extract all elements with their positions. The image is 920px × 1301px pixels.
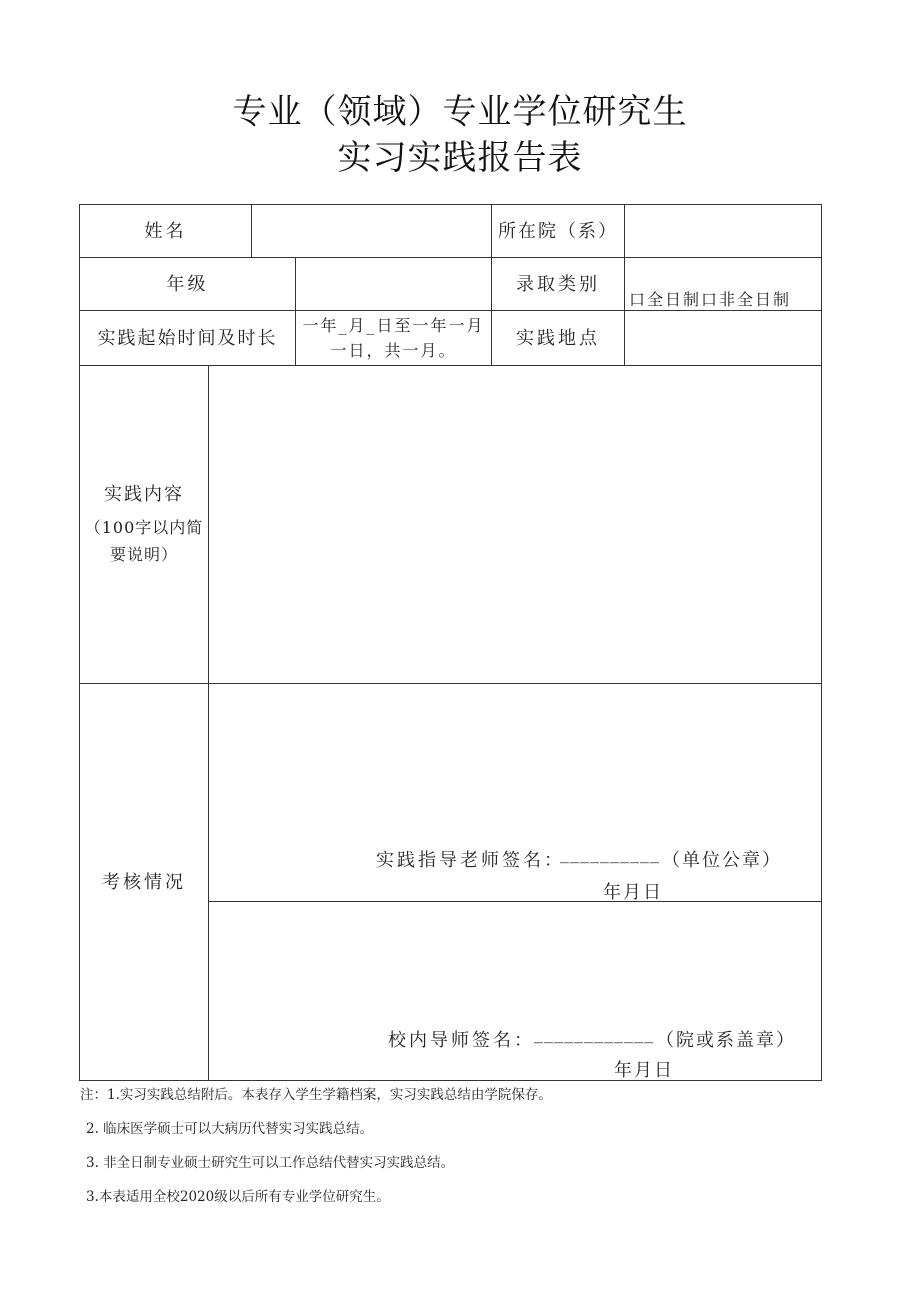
content-field[interactable]: [209, 366, 821, 683]
period-value-line1: 一年_月_日至一年一月: [302, 316, 485, 335]
table-border-bottom: [79, 1080, 822, 1081]
period-value-line2: 一日，共一月。: [330, 341, 457, 360]
admission-options[interactable]: 口全日制口非全日制: [629, 290, 792, 309]
mentor-sign-label: 实践指导老师签名：: [376, 850, 565, 871]
location-label: 实践地点: [516, 327, 600, 349]
content-label: [80, 366, 208, 683]
period-value[interactable]: [296, 311, 491, 365]
content-label-title: 实践内容: [104, 484, 184, 505]
grade-field[interactable]: [296, 258, 491, 310]
supervisor-comment-field[interactable]: [209, 902, 821, 1080]
note-item: 3. 非全日制专业硕士研究生可以工作总结代替实习实践总结。: [86, 1155, 455, 1171]
name-field[interactable]: [252, 205, 491, 257]
supervisor-sign-blank[interactable]: ____________: [534, 1023, 654, 1044]
supervisor-sign-label: 校内导师签名：: [388, 1030, 535, 1051]
note-item: 注：1.实习实践总结附后。本表存入学生学籍档案，实习实践总结由学院保存。: [80, 1087, 552, 1103]
admission-label: 录取类别: [516, 273, 600, 295]
assessment-label: 考核情况: [102, 871, 186, 893]
mentor-date: 年月日: [603, 882, 663, 903]
supervisor-seal-label: （院或系盖章）: [656, 1030, 796, 1051]
supervisor-date: 年月日: [614, 1060, 674, 1081]
note-item: 2. 临床医学硕士可以大病历代替实习实践总结。: [86, 1121, 374, 1137]
location-field[interactable]: [625, 311, 821, 365]
period-label: 实践起始时间及时长: [97, 327, 278, 349]
mentor-seal-label: （单位公章）: [662, 850, 782, 871]
dept-field[interactable]: [625, 205, 821, 257]
grade-label: 年级: [166, 273, 209, 295]
page-title: 专业（领域）专业学位研究生: [232, 92, 688, 132]
name-label: 姓名: [144, 220, 187, 242]
content-label-hint2: 要说明）: [109, 545, 178, 564]
page-subtitle: 实习实践报告表: [337, 138, 583, 178]
dept-label: 所在院（系）: [498, 220, 618, 242]
content-label-hint: （100字以内简: [84, 518, 204, 537]
note-item: 3.本表适用全校2020级以后所有专业学位研究生。: [86, 1189, 390, 1205]
table-border-right: [821, 204, 822, 1081]
mentor-sign-blank[interactable]: __________: [560, 843, 660, 864]
